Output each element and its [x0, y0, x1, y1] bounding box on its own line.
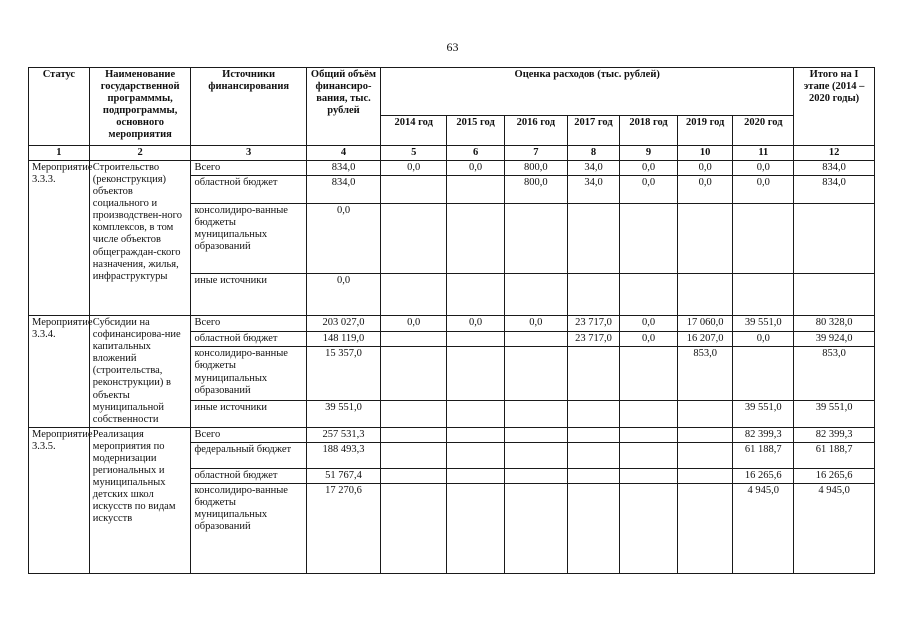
total-cell: 188 493,3 [306, 442, 380, 468]
year-cell [447, 274, 505, 316]
column-number: 12 [794, 146, 875, 161]
total-cell: 834,0 [306, 176, 380, 204]
year-cell: 0,0 [381, 316, 447, 332]
stage-total-cell: 834,0 [794, 161, 875, 176]
year-cell: 23 717,0 [567, 331, 619, 347]
year-cell: 0,0 [733, 161, 794, 176]
year-cell [381, 331, 447, 347]
year-cell: 0,0 [677, 176, 733, 204]
name-cell: Реализация мероприятия по модернизации региональных и муниципальных детских школ искусств по видам искусств [89, 427, 191, 573]
year-cell: 0,0 [620, 161, 678, 176]
year-cell [677, 468, 733, 483]
year-cell [620, 204, 678, 274]
year-cell: 34,0 [567, 176, 619, 204]
total-cell: 0,0 [306, 204, 380, 274]
year-cell [567, 468, 619, 483]
column-number: 3 [191, 146, 306, 161]
year-cell [677, 483, 733, 573]
header-year: 2018 год [620, 116, 678, 146]
source-cell: областной бюджет [191, 331, 306, 347]
year-cell: 0,0 [620, 331, 678, 347]
header-year: 2014 год [381, 116, 447, 146]
column-number: 1 [29, 146, 90, 161]
table-row [29, 161, 875, 176]
year-cell [504, 204, 567, 274]
source-cell: областной бюджет [191, 176, 306, 204]
year-cell [447, 427, 505, 442]
source-cell: Всего [191, 161, 306, 176]
year-cell: 0,0 [447, 316, 505, 332]
column-number: 6 [447, 146, 505, 161]
year-cell [381, 274, 447, 316]
column-number: 7 [504, 146, 567, 161]
year-cell [381, 176, 447, 204]
total-cell: 203 027,0 [306, 316, 380, 332]
year-cell [447, 400, 505, 427]
year-cell [381, 400, 447, 427]
year-cell: 16 265,6 [733, 468, 794, 483]
total-cell: 257 531,3 [306, 427, 380, 442]
year-cell [620, 400, 678, 427]
year-cell: 16 207,0 [677, 331, 733, 347]
header-stage-total: Итого на I этапе (2014 – 2020 годы) [794, 68, 875, 146]
year-cell [567, 274, 619, 316]
year-cell [447, 483, 505, 573]
year-cell [504, 442, 567, 468]
year-cell [567, 427, 619, 442]
year-cell [381, 347, 447, 400]
header-year: 2017 год [567, 116, 619, 146]
total-cell: 51 767,4 [306, 468, 380, 483]
year-cell: 23 717,0 [567, 316, 619, 332]
header-estimate: Оценка расходов (тыс. рублей) [381, 68, 794, 116]
stage-total-cell: 853,0 [794, 347, 875, 400]
total-cell: 148 119,0 [306, 331, 380, 347]
source-cell: иные источники [191, 274, 306, 316]
total-cell: 17 270,6 [306, 483, 380, 573]
header-sources: Источники финансирования [191, 68, 306, 146]
year-cell: 0,0 [733, 176, 794, 204]
year-cell [447, 347, 505, 400]
year-cell [504, 427, 567, 442]
stage-total-cell: 82 399,3 [794, 427, 875, 442]
total-cell: 39 551,0 [306, 400, 380, 427]
year-cell: 0,0 [733, 331, 794, 347]
year-cell: 0,0 [620, 176, 678, 204]
year-cell: 4 945,0 [733, 483, 794, 573]
year-cell [381, 204, 447, 274]
year-cell [381, 483, 447, 573]
column-number: 11 [733, 146, 794, 161]
year-cell [733, 204, 794, 274]
year-cell [381, 468, 447, 483]
year-cell [447, 331, 505, 347]
stage-total-cell: 39 924,0 [794, 331, 875, 347]
year-cell [504, 331, 567, 347]
stage-total-cell: 834,0 [794, 176, 875, 204]
year-cell [447, 468, 505, 483]
year-cell [567, 483, 619, 573]
year-cell [620, 483, 678, 573]
year-cell [567, 204, 619, 274]
header-total: Общий объём финансиро-вания, тыс. рублей [306, 68, 380, 146]
total-cell: 15 357,0 [306, 347, 380, 400]
page-number: 63 [446, 40, 459, 54]
stage-total-cell: 16 265,6 [794, 468, 875, 483]
year-cell [733, 274, 794, 316]
year-cell [504, 483, 567, 573]
year-cell: 800,0 [504, 176, 567, 204]
year-cell: 61 188,7 [733, 442, 794, 468]
source-cell: консолидиро-ванные бюджеты муниципальных образований [191, 483, 306, 573]
source-cell: Всего [191, 427, 306, 442]
year-cell [677, 274, 733, 316]
stage-total-cell [794, 204, 875, 274]
column-number: 10 [677, 146, 733, 161]
header-year: 2020 год [733, 116, 794, 146]
status-cell: Мероприятие 3.3.4. [29, 316, 90, 428]
budget-table [28, 67, 875, 574]
table-row [29, 316, 875, 332]
year-cell [620, 468, 678, 483]
table-row [29, 427, 875, 442]
stage-total-cell: 80 328,0 [794, 316, 875, 332]
source-cell: областной бюджет [191, 468, 306, 483]
column-number: 5 [381, 146, 447, 161]
year-cell [677, 427, 733, 442]
column-number: 2 [89, 146, 191, 161]
year-cell: 0,0 [677, 161, 733, 176]
source-cell: консолидиро-ванные бюджеты муниципальных образований [191, 347, 306, 400]
year-cell: 17 060,0 [677, 316, 733, 332]
year-cell [677, 400, 733, 427]
source-cell: Всего [191, 316, 306, 332]
stage-total-cell: 39 551,0 [794, 400, 875, 427]
header-year: 2016 год [504, 116, 567, 146]
year-cell [381, 442, 447, 468]
column-number: 8 [567, 146, 619, 161]
year-cell [677, 204, 733, 274]
name-cell: Строительство (реконструкция) объектов социального и производствен-ного комплексов, в том числе объектов общеграждан-ского назначения, жилья, инфраструктуры [89, 161, 191, 316]
header-name: Наименование государственной программмы, подпрограммы, основного мероприятия [89, 68, 191, 146]
stage-total-cell: 4 945,0 [794, 483, 875, 573]
header-status: Статус [29, 68, 90, 146]
year-cell [733, 347, 794, 400]
year-cell [567, 442, 619, 468]
year-cell [447, 204, 505, 274]
header-year: 2015 год [447, 116, 505, 146]
total-cell: 0,0 [306, 274, 380, 316]
year-cell [620, 442, 678, 468]
stage-total-cell: 61 188,7 [794, 442, 875, 468]
source-cell: консолидиро-ванные бюджеты муниципальных образований [191, 204, 306, 274]
year-cell [504, 274, 567, 316]
source-cell: федеральный бюджет [191, 442, 306, 468]
year-cell [620, 427, 678, 442]
year-cell: 853,0 [677, 347, 733, 400]
year-cell [447, 442, 505, 468]
year-cell: 0,0 [504, 316, 567, 332]
year-cell [381, 427, 447, 442]
year-cell [620, 274, 678, 316]
status-cell: Мероприятие 3.3.3. [29, 161, 90, 316]
status-cell: Мероприятие 3.3.5. [29, 427, 90, 573]
year-cell: 39 551,0 [733, 400, 794, 427]
year-cell: 34,0 [567, 161, 619, 176]
year-cell [504, 347, 567, 400]
column-number: 9 [620, 146, 678, 161]
column-number: 4 [306, 146, 380, 161]
year-cell [504, 468, 567, 483]
total-cell: 834,0 [306, 161, 380, 176]
year-cell [567, 347, 619, 400]
year-cell [677, 442, 733, 468]
year-cell: 0,0 [447, 161, 505, 176]
year-cell: 39 551,0 [733, 316, 794, 332]
year-cell [567, 400, 619, 427]
year-cell: 82 399,3 [733, 427, 794, 442]
year-cell: 0,0 [620, 316, 678, 332]
stage-total-cell [794, 274, 875, 316]
year-cell [447, 176, 505, 204]
year-cell [504, 400, 567, 427]
source-cell: иные источники [191, 400, 306, 427]
name-cell: Субсидии на софинансирова-ние капитальных вложений (строительства, реконструкции) в объекты муниципальной собственности [89, 316, 191, 428]
header-year: 2019 год [677, 116, 733, 146]
year-cell [620, 347, 678, 400]
year-cell: 800,0 [504, 161, 567, 176]
year-cell: 0,0 [381, 161, 447, 176]
